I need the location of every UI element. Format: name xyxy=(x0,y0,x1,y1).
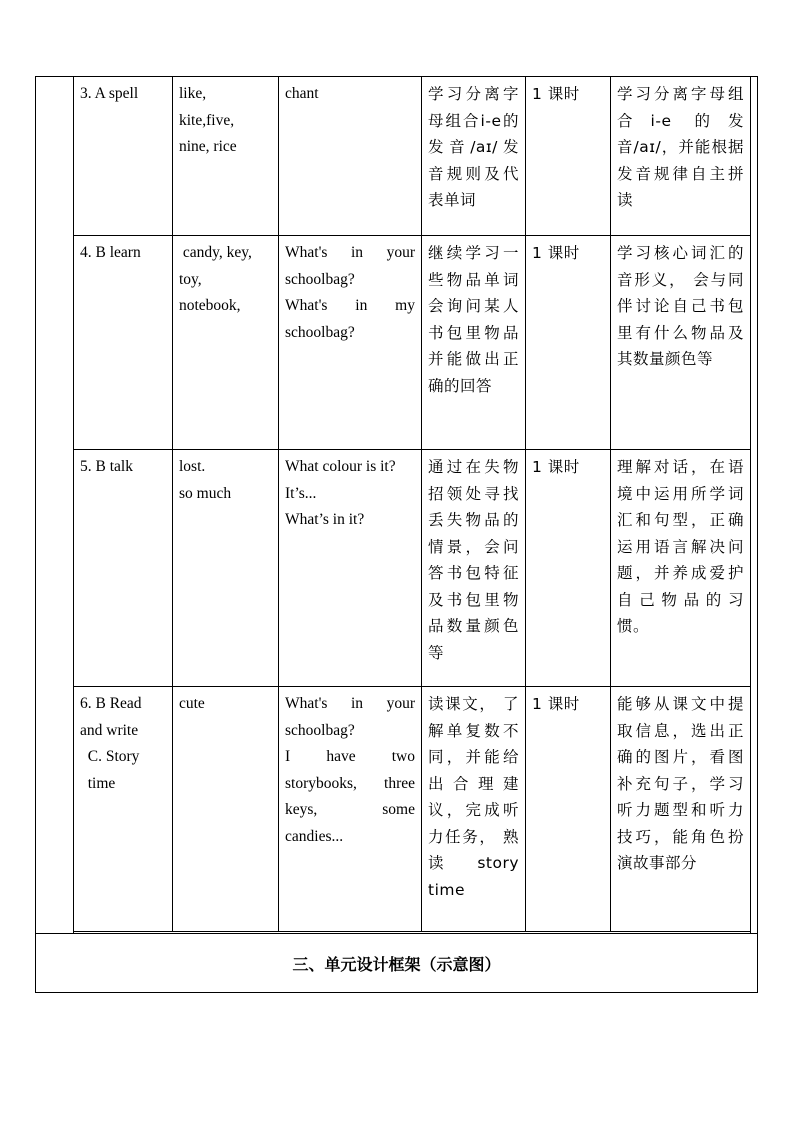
lesson-cell xyxy=(74,77,173,236)
words-line: so much xyxy=(179,484,232,502)
lesson-plan-table xyxy=(73,76,751,932)
goal-cell: 学习分离字母组合i-e 的发音/aɪ/，并能根据发音规律自主拼读 xyxy=(611,77,751,236)
words-line: like, xyxy=(179,85,207,102)
sentences-cell xyxy=(279,236,422,450)
content-cell: 学习分离字母组合i-e的发音/aɪ/发音规则及代表单词 xyxy=(422,77,526,236)
words-line: notebook, xyxy=(179,297,241,314)
table-row xyxy=(74,687,751,932)
table-row xyxy=(74,77,751,236)
words-line: nine, rice xyxy=(179,138,237,155)
words-cell xyxy=(173,77,279,236)
content-cell: 通过在失物招领处寻找丢失物品的情景，会问答书包特征及书包里物品数量颜色等 xyxy=(422,450,526,687)
content-cell: 读课文， 了解单复数不同，并能给出合理建议，完成听力任务， 熟读 story time xyxy=(422,687,526,932)
words-line: toy, xyxy=(179,270,202,288)
lesson-line: 3. A spell xyxy=(80,85,139,102)
words-cell xyxy=(173,450,279,687)
lesson-plan-body xyxy=(74,77,751,932)
sentences-line: chant xyxy=(285,85,319,102)
section-title: 三、单元设计框架（示意图） xyxy=(292,954,501,974)
table-row xyxy=(74,450,751,687)
lesson-cell xyxy=(74,236,173,450)
lesson-line: time xyxy=(80,774,116,792)
period-cell: 1 课时 xyxy=(526,77,611,236)
words-line: kite,five, xyxy=(179,111,235,129)
goal-cell: 能够从课文中提取信息，选出正确的图片，看图补充句子，学习听力题型和听力技巧，能角色扮演故事部分 xyxy=(611,687,751,932)
period-cell: 1 课时 xyxy=(526,236,611,450)
lesson-cell xyxy=(74,687,173,932)
sentences-line: What's in your schoolbag? xyxy=(285,695,419,739)
lesson-line: 4. B learn xyxy=(80,244,141,261)
words-line: cute xyxy=(179,695,205,712)
period-cell: 1 课时 xyxy=(526,450,611,687)
sentences-line: What’s in it? xyxy=(285,511,365,528)
lesson-line: C. Story xyxy=(80,748,140,765)
lesson-line: 5. B talk xyxy=(80,458,133,475)
sentences-cell xyxy=(279,77,422,236)
sentences-line: What's in my schoolbag? xyxy=(285,297,419,341)
left-margin-column xyxy=(36,77,74,933)
words-cell xyxy=(173,236,279,450)
table-row xyxy=(74,236,751,450)
sentences-cell xyxy=(279,450,422,687)
goal-cell: 学习核心词汇的音形义， 会与同伴讨论自己书包里有什么物品及其数量颜色等 xyxy=(611,236,751,450)
sentences-line: What's in your schoolbag? xyxy=(285,244,419,288)
words-cell xyxy=(173,687,279,932)
words-line: candy, key, xyxy=(179,244,252,261)
sentences-line: What colour is it? xyxy=(285,458,396,475)
lesson-cell xyxy=(74,450,173,687)
goal-cell: 理解对话，在语境中运用所学词汇和句型，正确运用语言解决问题，并养成爱护自己物品的习惯。 xyxy=(611,450,751,687)
sentences-line: It’s... xyxy=(285,484,317,502)
words-line: lost. xyxy=(179,458,206,475)
lesson-line: 6. B Read xyxy=(80,695,142,712)
sentences-cell xyxy=(279,687,422,932)
sentences-line: I have two storybooks, three keys, some candies... xyxy=(285,748,419,845)
content-cell: 继续学习一些物品单词会询问某人书包里物品并能做出正确的回答 xyxy=(422,236,526,450)
lesson-line: and write xyxy=(80,721,139,739)
period-cell: 1 课时 xyxy=(526,687,611,932)
